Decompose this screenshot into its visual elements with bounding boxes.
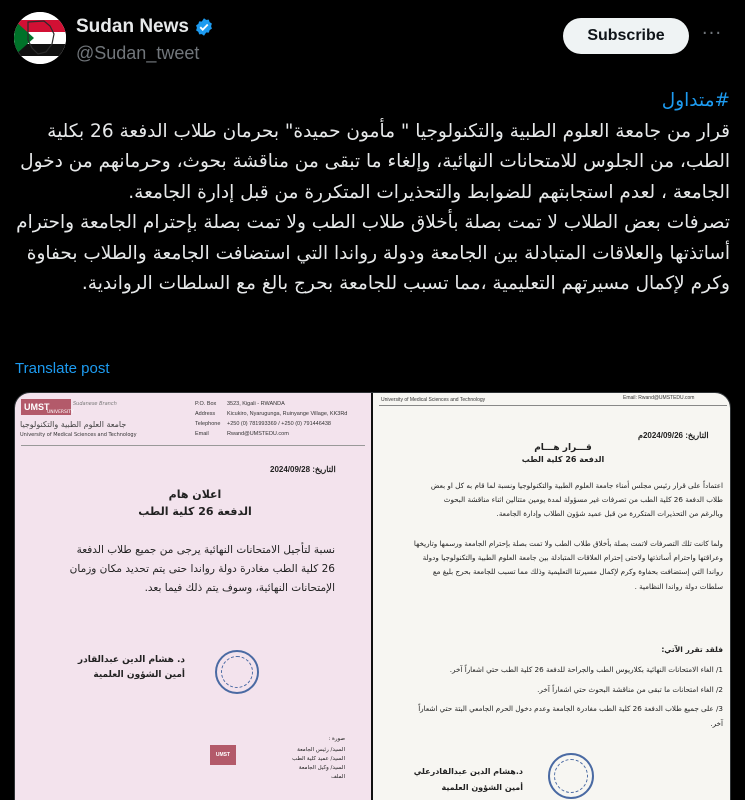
decision-heading: فلقد تقرر الآتي: — [661, 645, 723, 654]
post-header — [0, 0, 745, 80]
announcement-body: نسبة لتأجيل الامتحانات النهائية يرجى من جميع طلاب الدفعة 26 كلية الطب مغادرة دولة رواندا حتى يتم تحديد مكان وزمان الإمتحانات النهائية، وسوف يتم ذلك فيما بعد. — [69, 544, 335, 594]
cc-list: السيد/ رئيس الجامعة السيد/ عميد كلية الطب السيد/ وكيل الجامعة الملف — [292, 747, 345, 780]
university-name-en: University of Medical Sciences and Technology — [381, 397, 486, 403]
decision-items — [413, 663, 723, 731]
cc-title: صورة : — [328, 736, 345, 742]
announcement-title: اعلان هام — [168, 488, 222, 501]
umst-logo-sub: UNIVERSITY — [47, 410, 74, 415]
signatory-name: د.هشام الدين عبدالقادرعلي — [413, 767, 523, 776]
signatory-title: أمين الشؤون العلمية — [93, 670, 185, 680]
email-line: Email: Rwand@UMSTEDU.com — [623, 395, 695, 401]
signatory-title: أمين الشؤون العلمية — [441, 783, 523, 792]
display-name[interactable]: Sudan News — [76, 16, 189, 37]
user-handle[interactable]: @Sudan_tweet — [76, 43, 200, 63]
verified-badge-icon[interactable] — [194, 17, 214, 37]
more-options-icon[interactable]: ··· — [701, 23, 723, 44]
decision-body-1: اعتماداً على قرار رئيس مجلس أمناء جامعة العلوم الطبية والتكنولوجيا ونسبة لما قام به كل او بعض طلاب الدفعة 26 كلية الطب من تصرفات غير مسؤولة لمدة يومين متتالين اثناء مناقشة البحوث وبالرغم من التحذيرات المتكررة من قبل عميد شؤون الطلاب وإدارة الجامعة. — [430, 481, 723, 519]
post-text — [14, 86, 730, 300]
post-paragraph-2: تصرفات بعض الطلاب لا تمت بصلة بأخلاق طلاب الطب ولا تمت بصلة بإحترام الجامعة واحترام أساتذتها والعلاقات المتبادلة بين الجامعة ودولة رواندا التي استضافت الجامعة والطلاب بحفاوة وكرم لإكمال مسيرتهم التعليمية ،مما تسبب للجامعة بحرج بالغ مع السلطات الرواندية. — [16, 212, 730, 294]
post-paragraph-1: قرار من جامعة العلوم الطبية والتكنولوجيا " مأمون حميدة" بحرمان طلاب الدفعة 26 بكلية الطب، من الجلوس للامتحانات النهائية، وإلغاء ما تبقى من مناقشة بحوث، وحرمانهم من دخول الجامعة ، لعدم استجابتهم للضوابط والتحذيرات المتكررة من قبل إدارة الجامعة. — [20, 120, 730, 203]
umst-small-logo: UMST — [210, 745, 236, 765]
document-image-right[interactable] — [373, 393, 731, 800]
document-date: التاريخ: 2024/09/28 — [270, 465, 336, 474]
announcement-subtitle: الدفعة 26 كلية الطب — [138, 505, 252, 518]
hashtag-link[interactable]: #متداول — [661, 90, 730, 111]
umst-logo: UMST — [21, 399, 71, 415]
subscribe-button[interactable]: Subscribe — [563, 18, 689, 54]
post-media[interactable] — [14, 392, 731, 800]
decision-body-2: ولما كانت تلك التصرفات لاتمت بصلة بأخلاق طلاب الطب ولا تمت بصلة بإحترام الجامعة ورسمها وتاريخها وعراقتها واحترام أساتذتها ولاحتى إحترام العلاقات المتبادلة بين جامعة العلوم الطبية والتكنولوجيا ودولة رواندا التي إستضافت بحفاوة وكرم لإكمال مسيرتنا التعليمية وذلك مما تسبب للجامعة بحرج بليغ مع سلطات دولة رواندا النظامية . — [413, 539, 723, 591]
decision-item-2: 2/ الغاء امتحانات ما تبقى من مناقشة البحوث حتي اشعاراً آخر. — [537, 684, 723, 694]
translate-post-link[interactable]: Translate post — [15, 360, 110, 377]
decision-subtitle: الدفعة 26 كلية الطب — [521, 455, 605, 464]
avatar[interactable] — [14, 12, 66, 64]
document-date: التاريخ: 2024/09/26م — [638, 431, 709, 440]
decision-item-1: 1/ الغاء الامتحانات النهائية بكلاريوس الطب والجراحة للدفعة 26 كلية الطب حتي اشعاراً آخر. — [449, 665, 723, 674]
decision-item-3: 3/ على جميع طلاب الدفعة 26 كلية الطب مغادرة الجامعة وعدم دخول الحرم الجامعي البتة حتي اشعاراً آخر. — [418, 704, 723, 728]
contact-block: P.O. Box 3523, Kigali - RWANDA Address Kicukiro, Nyarugunga, Ruinyange Village, KK3Rd Telephone +250 (0) 781993369 / +250 (0) 791446438 Email Rwand@UMSTEDU.com — [195, 401, 348, 437]
decision-title: قـــرار هـــام — [534, 443, 592, 453]
university-name-en: University of Medical Sciences and Technology — [20, 432, 137, 438]
university-name-ar: جامعة العلوم الطبية والتكنولوجيا — [20, 420, 127, 429]
document-image-left[interactable] — [15, 393, 371, 800]
signatory-name: د. هشام الدين عبدالقادر — [77, 655, 185, 665]
sudan-flag-map-icon — [14, 12, 66, 64]
logo-tagline: Sudanese Branch — [73, 401, 117, 407]
